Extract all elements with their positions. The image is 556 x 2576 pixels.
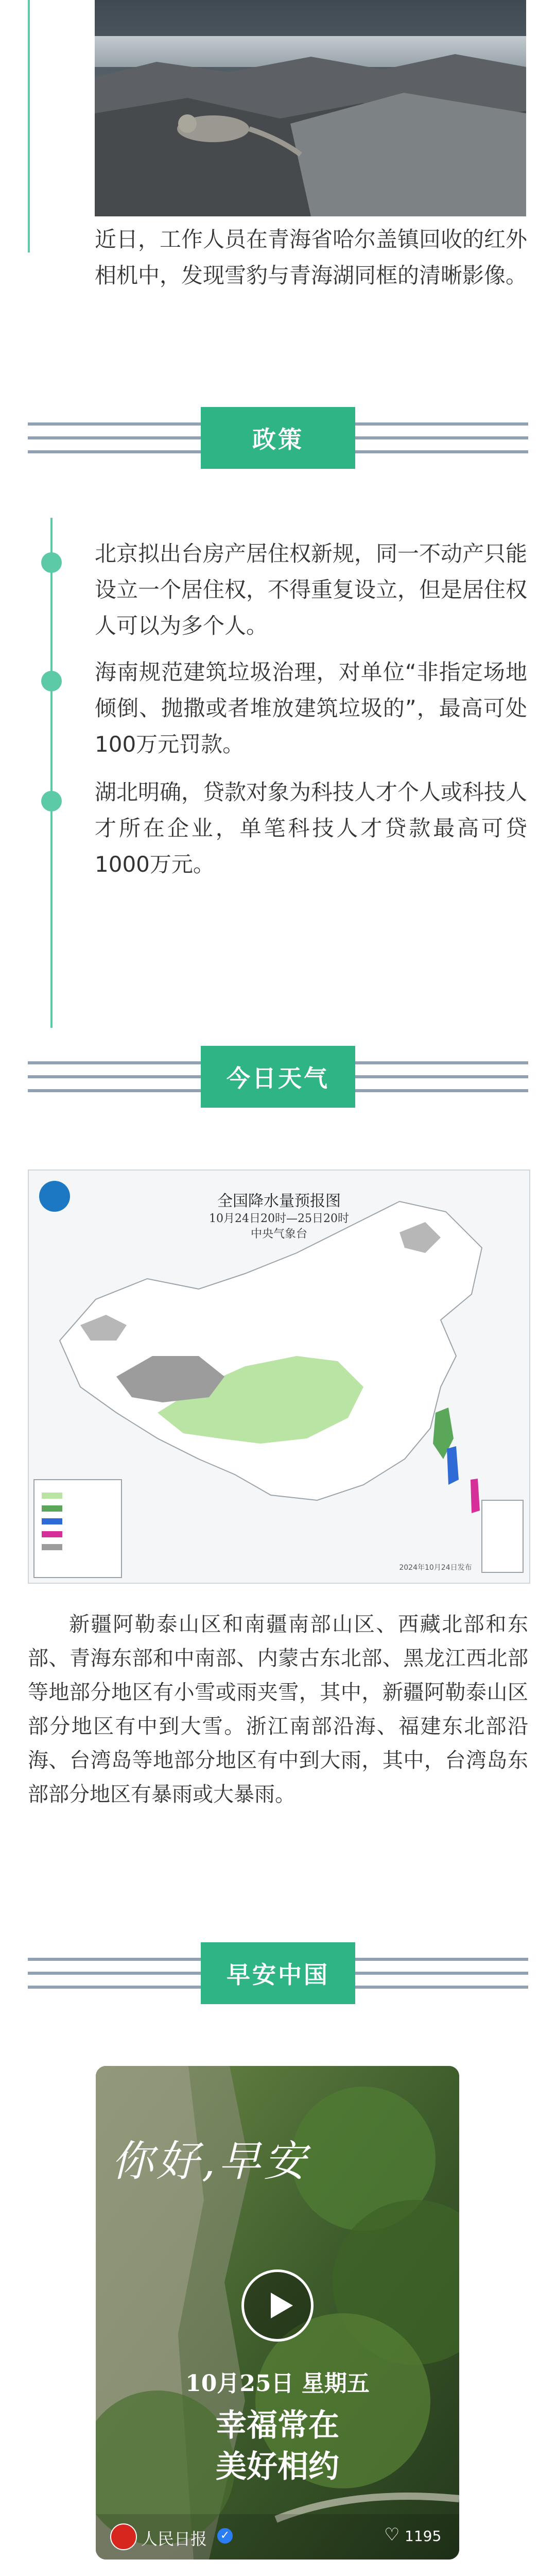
timeline-line <box>28 0 30 252</box>
section-title-policy: 政策 <box>201 407 355 469</box>
play-icon <box>244 2272 311 2339</box>
video-card[interactable] <box>96 2066 459 2560</box>
policy-section-header <box>0 407 556 469</box>
header-stripe <box>28 1958 201 1961</box>
header-stripe <box>28 422 201 426</box>
verified-icon: ✓ <box>217 2528 233 2544</box>
map-source: 中央气象台 <box>250 1228 307 1241</box>
header-stripe <box>28 1972 201 1975</box>
weather-section-header <box>0 1046 556 1108</box>
bullet-dot <box>41 791 62 811</box>
header-stripe <box>355 1061 528 1064</box>
header-stripe <box>355 1075 528 1078</box>
header-stripe <box>355 1986 528 1989</box>
channel-name[interactable]: 人民日报 <box>141 2529 207 2549</box>
policy-item: 北京拟出台房产居住权新规，同一不动产只能设立一个居住权，不得重复设立，但是居住权人可以为多个人。 <box>95 541 528 638</box>
video-date: 10月25日 星期五 <box>185 2370 370 2397</box>
map-subtitle: 10月24日20时—25日20时 <box>209 1212 349 1225</box>
section-title-morning: 早安中国 <box>201 1942 355 2004</box>
header-stripe <box>28 436 201 439</box>
header-stripe <box>355 1972 528 1975</box>
header-stripe <box>355 422 528 426</box>
video-slogan-line1: 幸福常在 <box>216 2408 339 2444</box>
section-title-weather: 今日天气 <box>201 1046 355 1108</box>
bullet-dot <box>41 552 62 573</box>
morning-section-header <box>0 1942 556 2004</box>
header-stripe <box>28 1089 201 1092</box>
header-stripe <box>28 1986 201 1989</box>
snow-leopard-photo <box>95 0 526 216</box>
header-stripe <box>355 450 528 453</box>
header-stripe <box>355 1958 528 1961</box>
policy-item: 湖北明确，贷款对象为科技人才个人或科技人才所在企业，单笔科技人才贷款最高可贷1000万元。 <box>95 779 528 877</box>
map-title: 全国降水量预报图 <box>217 1192 341 1210</box>
video-slogan-line2: 美好相约 <box>216 2449 339 2485</box>
video-calligraphy: 你好,早安 <box>111 2137 309 2186</box>
like-count: 1195 <box>405 2528 442 2545</box>
header-stripe <box>28 450 201 453</box>
play-button[interactable] <box>241 2269 314 2342</box>
header-stripe <box>355 1089 528 1092</box>
weather-description: 新疆阿勒泰山区和南疆南部山区、西藏北部和东部、青海东部和中南部、内蒙古东北部、黑龙江西北部等地部分地区有小雪或雨夹雪，其中，新疆阿勒泰山区部分地区有中到大雪。浙江南部沿海、福建东北部沿海、台湾岛等地部分地区有中到大雨，其中，台湾岛东部部分地区有暴雨或大暴雨。 <box>28 1613 528 1806</box>
policy-item: 海南规范建筑垃圾治理，对单位“非指定场地倾倒、抛撒或者堆放建筑垃圾的”，最高可处100万元罚款。 <box>95 659 527 757</box>
header-stripe <box>355 436 528 439</box>
bullet-dot <box>41 671 62 691</box>
snow-leopard-caption: 近日，工作人员在青海省哈尔盖镇回收的红外相机中，发现雪豹与青海湖同框的清晰影像。 <box>95 227 528 288</box>
precipitation-map <box>28 1170 530 1584</box>
channel-avatar[interactable] <box>110 2523 137 2550</box>
header-stripe <box>28 1061 201 1064</box>
header-stripe <box>28 1075 201 1078</box>
timeline-line <box>50 518 53 1028</box>
map-footer: 2024年10月24日发布 <box>399 1564 472 1572</box>
like-icon[interactable]: ♡ <box>384 2524 400 2545</box>
